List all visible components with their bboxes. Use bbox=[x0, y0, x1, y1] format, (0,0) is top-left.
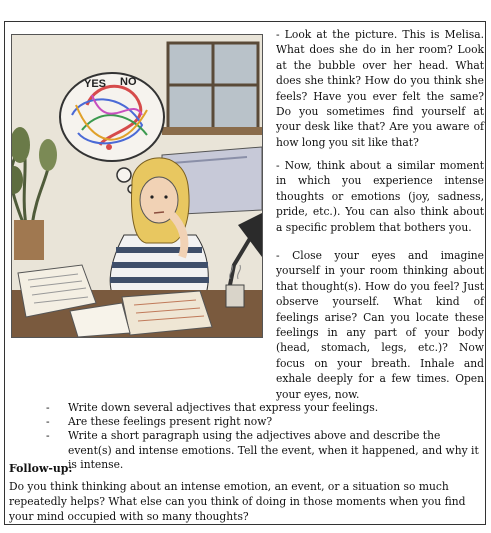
prompt-similar-moment: - Now, think about a similar moment in which you experience intense thoughts or emotions (joy, sadness, pride, etc.). You can also think about a specific problem that bothers you. bbox=[276, 159, 484, 234]
task-item: - Write a short paragraph using the adjectives above and describe the event(s) and intense emotions. Tell the event, when it happened, and why it is intense. bbox=[44, 429, 484, 472]
follow-up-heading: Follow-up: bbox=[9, 462, 73, 475]
task-item: - Write down several adjectives that express your feelings. bbox=[44, 401, 484, 415]
window bbox=[162, 43, 262, 135]
melisa-illustration bbox=[11, 34, 263, 338]
follow-up-text: Do you think thinking about an intense emotion, an event, or a situation so much repeatedly helps? What else can you think of doing in those moments when you find your mind occupied with so many thoughts? bbox=[9, 480, 466, 523]
prompt-close-eyes: - Close your eyes and imagine yourself in your room thinking about that thought(s). How do you feel? Just observe yourself. What kind of feelings arise? Can you locate these feelings in any part of your body (head, stomach, legs, etc.)? Now focus on your breath. Inhale and exhale deeply for a few times. Open your eyes, now. bbox=[276, 249, 484, 401]
task-item: - Are these feelings present right now? bbox=[44, 415, 484, 429]
bubble-word-no: NO bbox=[120, 76, 137, 88]
prompt-look-at-picture: - Look at the picture. This is Melisa. What does she do in her room? Look at the bubble over her head. What does she think? How do you think she feels? Have you ever felt the same? Do you sometimes find yourself at your desk like that? Are you aware of how long you sit like that? bbox=[276, 28, 484, 149]
task-list bbox=[44, 401, 484, 472]
bubble-word-yes: YES bbox=[84, 78, 107, 90]
illustration-drawing bbox=[12, 35, 262, 337]
